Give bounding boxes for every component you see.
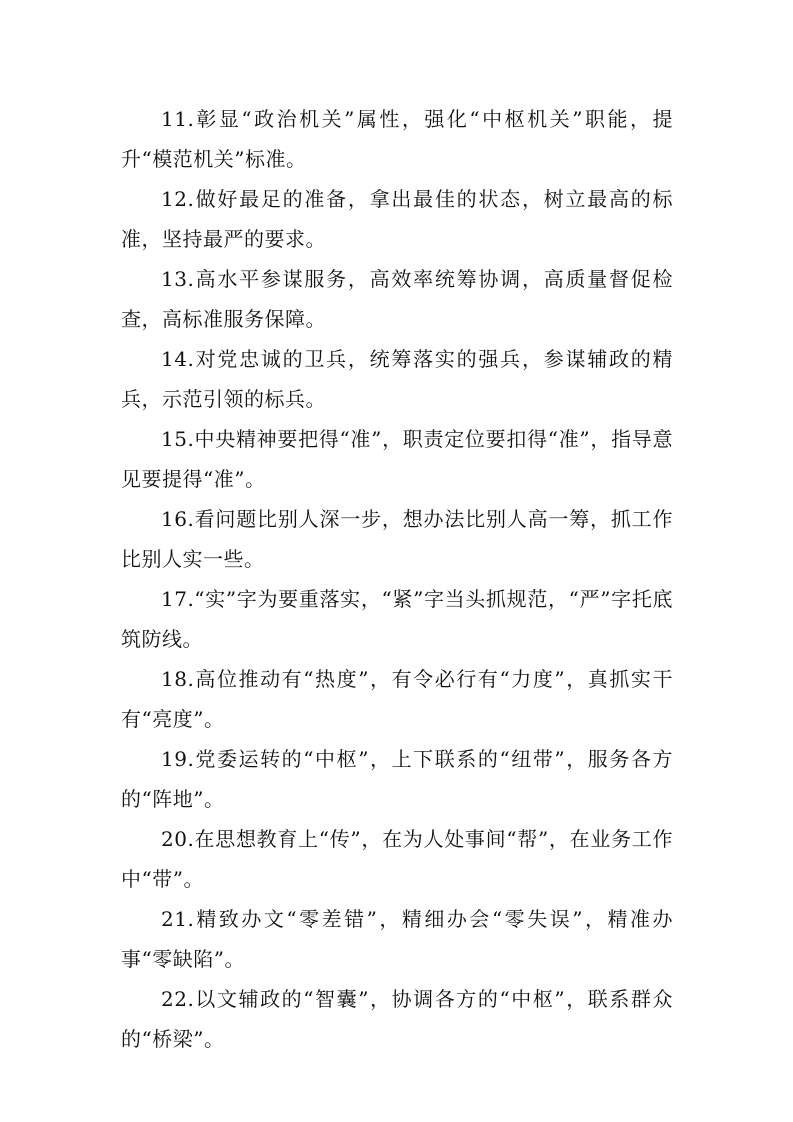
paragraph-13: 13.高水平参谋服务，高效率统筹协调，高质量督促检查，高标准服务保障。 xyxy=(121,267,673,331)
paragraph-14: 14.对党忠诚的卫兵，统筹落实的强兵，参谋辅政的精兵，示范引领的标兵。 xyxy=(121,347,673,411)
paragraph-12: 12.做好最足的准备，拿出最佳的状态，树立最高的标准，坚持最严的要求。 xyxy=(121,187,673,251)
paragraph-16: 16.看问题比别人深一步，想办法比别人高一筹，抓工作比别人实一些。 xyxy=(121,507,673,571)
paragraph-17: 17.“实”字为要重落实，“紧”字当头抓规范，“严”字托底筑防线。 xyxy=(121,587,673,651)
paragraph-20: 20.在思想教育上“传”，在为人处事间“帮”，在业务工作中“带”。 xyxy=(121,827,673,891)
paragraph-19: 19.党委运转的“中枢”，上下联系的“纽带”，服务各方的“阵地”。 xyxy=(121,747,673,811)
document-body xyxy=(121,99,673,1059)
paragraph-15: 15.中央精神要把得“准”，职责定位要扣得“准”，指导意见要提得“准”。 xyxy=(121,427,673,491)
paragraph-21: 21.精致办文“零差错”，精细办会“零失误”，精准办事“零缺陷”。 xyxy=(121,907,673,971)
paragraph-11: 11.彰显“政治机关”属性，强化“中枢机关”职能，提升“模范机关”标准。 xyxy=(121,107,673,171)
paragraph-18: 18.高位推动有“热度”，有令必行有“力度”，真抓实干有“亮度”。 xyxy=(121,667,673,731)
paragraph-22: 22.以文辅政的“智囊”，协调各方的“中枢”，联系群众的“桥梁”。 xyxy=(121,987,673,1051)
